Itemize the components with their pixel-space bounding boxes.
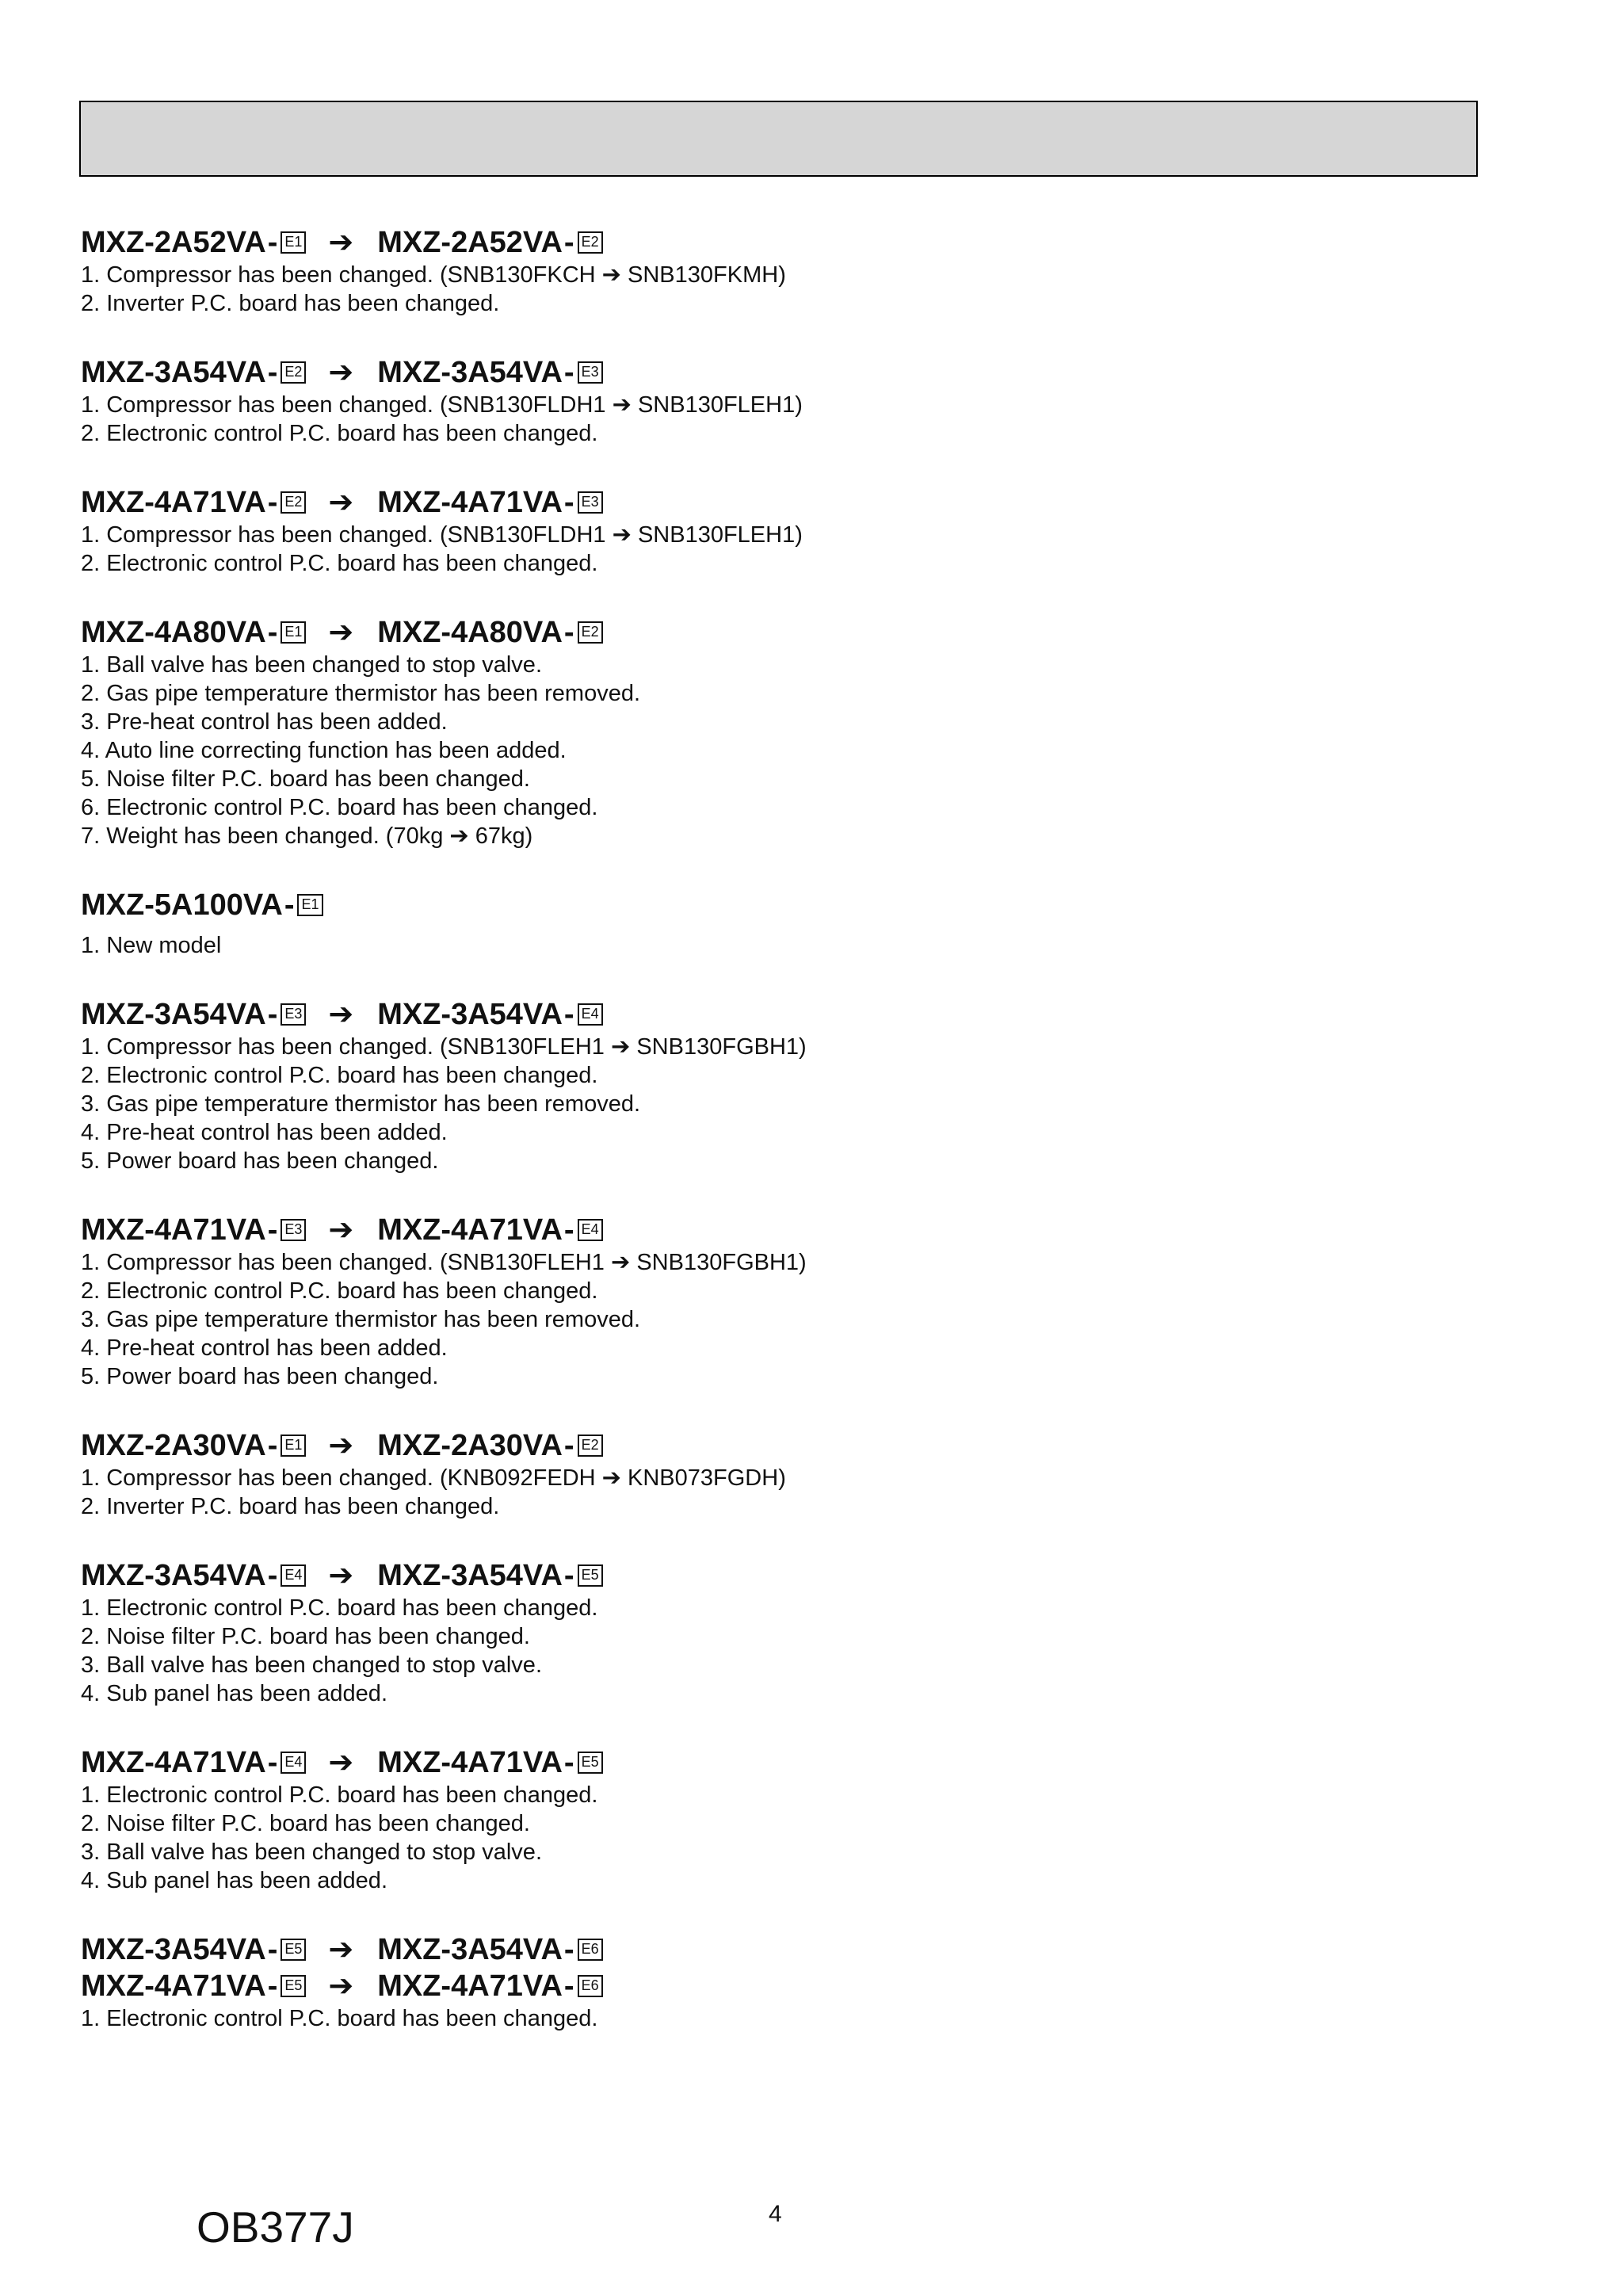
arrow-icon: ➔ [328, 1559, 354, 1592]
revision-section [81, 1212, 1475, 1391]
revision-title [81, 1212, 1475, 1248]
version-badge: E3 [281, 1003, 306, 1026]
to-model: MXZ-4A71VA [377, 486, 563, 519]
change-item: 1. New model [81, 933, 222, 958]
version-badge: E6 [578, 1939, 603, 1961]
dash-separator: - [563, 616, 574, 649]
dash-separator: - [267, 486, 278, 519]
revision-title [81, 614, 1475, 651]
change-item: 1. Compressor has been changed. (KNB092FEDH ➔ KNB073FGDH) [81, 1465, 786, 1491]
version-badge: E3 [578, 491, 603, 514]
dash-separator: - [563, 226, 574, 259]
change-item: 2. Electronic control P.C. board has been changed. [81, 1278, 598, 1304]
dash-separator: - [563, 998, 574, 1031]
version-badge: E3 [281, 1219, 306, 1241]
version-badge: E2 [281, 491, 306, 514]
arrow-icon: ➔ [328, 1933, 354, 1966]
change-item: 4. Pre-heat control has been added. [81, 1335, 448, 1361]
from-model: MXZ-3A54VA [81, 998, 266, 1031]
to-model: MXZ-4A80VA [377, 616, 563, 649]
change-item: 1. Ball valve has been changed to stop valve. [81, 652, 542, 678]
revision-section [81, 996, 1475, 1175]
from-model: MXZ-2A30VA [81, 1429, 266, 1462]
dash-separator: - [563, 1969, 574, 2003]
version-badge: E2 [578, 1435, 603, 1457]
version-badge: E4 [578, 1219, 603, 1241]
change-item: 1. Compressor has been changed. (SNB130FLDH1 ➔ SNB130FLEH1) [81, 522, 803, 548]
version-badge: E4 [578, 1003, 603, 1026]
dash-separator: - [563, 1213, 574, 1247]
dash-separator: - [267, 616, 278, 649]
to-model: MXZ-3A54VA [377, 1933, 563, 1966]
change-item: 2. Electronic control P.C. board has been changed. [81, 421, 598, 446]
change-item: 3. Gas pipe temperature thermistor has been removed. [81, 1091, 641, 1117]
to-model: MXZ-3A54VA [377, 998, 563, 1031]
from-model: MXZ-4A71VA [81, 1969, 266, 2003]
version-badge: E1 [297, 894, 322, 916]
revision-section [81, 1744, 1475, 1895]
to-model: MXZ-4A71VA [377, 1969, 563, 2003]
revision-section [81, 484, 1475, 578]
change-item: 1. Compressor has been changed. (SNB130FLDH1 ➔ SNB130FLEH1) [81, 392, 803, 418]
change-item: 5. Power board has been changed. [81, 1364, 439, 1389]
change-item: 7. Weight has been changed. (70kg ➔ 67kg) [81, 823, 533, 849]
change-item: 2. Inverter P.C. board has been changed. [81, 1494, 500, 1519]
change-item: 3. Pre-heat control has been added. [81, 709, 448, 735]
to-model: MXZ-4A71VA [377, 1746, 563, 1779]
change-item: 6. Electronic control P.C. board has been changed. [81, 795, 598, 820]
from-model: MXZ-3A54VA [81, 356, 266, 389]
change-item: 2. Electronic control P.C. board has been changed. [81, 1063, 598, 1088]
change-item: 2. Inverter P.C. board has been changed. [81, 291, 500, 316]
document-code: OB377J [197, 2202, 354, 2252]
change-item: 1. Compressor has been changed. (SNB130FLEH1 ➔ SNB130FGBH1) [81, 1250, 807, 1275]
dash-separator: - [563, 1559, 574, 1592]
dash-separator: - [563, 1746, 574, 1779]
revision-title [81, 887, 1475, 923]
arrow-icon: ➔ [328, 1969, 354, 2003]
to-model: MXZ-2A30VA [377, 1429, 563, 1462]
dash-separator: - [267, 356, 278, 389]
header-bar [79, 101, 1478, 177]
revision-section [81, 887, 1475, 960]
change-item: 4. Sub panel has been added. [81, 1868, 387, 1893]
from-model: MXZ-4A80VA [81, 616, 266, 649]
revision-title [81, 996, 1475, 1033]
version-badge: E6 [578, 1975, 603, 1997]
revision-title [81, 354, 1475, 391]
arrow-icon: ➔ [328, 226, 354, 259]
dash-separator: - [267, 1213, 278, 1247]
change-item: 3. Ball valve has been changed to stop valve. [81, 1839, 542, 1865]
arrow-icon: ➔ [328, 1429, 354, 1462]
revision-title [81, 1744, 1475, 1781]
version-badge: E4 [281, 1752, 306, 1774]
from-model: MXZ-4A71VA [81, 1746, 266, 1779]
from-model: MXZ-5A100VA [81, 888, 283, 922]
revision-section [81, 1931, 1475, 2033]
arrow-icon: ➔ [328, 616, 354, 649]
revision-title [81, 484, 1475, 521]
change-item: 1. Electronic control P.C. board has been changed. [81, 1782, 598, 1808]
version-badge: E2 [578, 621, 603, 644]
version-badge: E2 [578, 231, 603, 254]
change-item: 1. Compressor has been changed. (SNB130FLEH1 ➔ SNB130FGBH1) [81, 1034, 807, 1060]
from-model: MXZ-3A54VA [81, 1559, 266, 1592]
dash-separator: - [267, 1746, 278, 1779]
dash-separator: - [563, 1429, 574, 1462]
from-model: MXZ-2A52VA [81, 226, 266, 259]
change-item: 2. Noise filter P.C. board has been changed. [81, 1624, 530, 1649]
change-item: 4. Sub panel has been added. [81, 1681, 387, 1706]
page-number: 4 [769, 2201, 782, 2227]
to-model: MXZ-2A52VA [377, 226, 563, 259]
revision-list [81, 224, 1475, 2069]
version-badge: E2 [281, 361, 306, 384]
arrow-icon: ➔ [328, 1213, 354, 1247]
change-item: 5. Noise filter P.C. board has been changed. [81, 766, 530, 792]
change-item: 2. Electronic control P.C. board has been changed. [81, 551, 598, 576]
dash-separator: - [267, 1429, 278, 1462]
from-model: MXZ-3A54VA [81, 1933, 266, 1966]
dash-separator: - [267, 1559, 278, 1592]
dash-separator: - [267, 226, 278, 259]
arrow-icon: ➔ [328, 356, 354, 389]
version-badge: E5 [281, 1975, 306, 1997]
arrow-icon: ➔ [328, 486, 354, 519]
version-badge: E5 [281, 1939, 306, 1961]
revision-title [81, 1931, 1475, 1968]
dash-separator: - [267, 1969, 278, 2003]
revision-section [81, 354, 1475, 448]
change-item: 1. Electronic control P.C. board has been changed. [81, 1595, 598, 1621]
change-item: 4. Pre-heat control has been added. [81, 1120, 448, 1145]
revision-section [81, 614, 1475, 850]
revision-section [81, 1427, 1475, 1521]
to-model: MXZ-4A71VA [377, 1213, 563, 1247]
dash-separator: - [563, 1933, 574, 1966]
dash-separator: - [563, 486, 574, 519]
revision-title [81, 1968, 1475, 2004]
change-item: 2. Noise filter P.C. board has been changed. [81, 1811, 530, 1836]
dash-separator: - [563, 356, 574, 389]
change-item: 4. Auto line correcting function has been added. [81, 738, 567, 763]
from-model: MXZ-4A71VA [81, 486, 266, 519]
change-item: 1. Compressor has been changed. (SNB130FKCH ➔ SNB130FKMH) [81, 262, 786, 288]
version-badge: E1 [281, 1435, 306, 1457]
to-model: MXZ-3A54VA [377, 356, 563, 389]
change-item: 3. Gas pipe temperature thermistor has been removed. [81, 1307, 641, 1332]
version-badge: E5 [578, 1564, 603, 1587]
change-item: 5. Power board has been changed. [81, 1148, 439, 1174]
revision-title [81, 1557, 1475, 1594]
dash-separator: - [267, 1933, 278, 1966]
dash-separator: - [284, 888, 295, 922]
change-item: 2. Gas pipe temperature thermistor has been removed. [81, 681, 641, 706]
version-badge: E1 [281, 231, 306, 254]
change-item: 1. Electronic control P.C. board has been changed. [81, 2006, 598, 2031]
revision-title [81, 1427, 1475, 1464]
change-item: 3. Ball valve has been changed to stop valve. [81, 1652, 542, 1678]
from-model: MXZ-4A71VA [81, 1213, 266, 1247]
revision-section [81, 1557, 1475, 1708]
version-badge: E5 [578, 1752, 603, 1774]
version-badge: E3 [578, 361, 603, 384]
to-model: MXZ-3A54VA [377, 1559, 563, 1592]
revision-section [81, 224, 1475, 318]
arrow-icon: ➔ [328, 1746, 354, 1779]
version-badge: E1 [281, 621, 306, 644]
dash-separator: - [267, 998, 278, 1031]
revision-title [81, 224, 1475, 261]
arrow-icon: ➔ [328, 998, 354, 1031]
version-badge: E4 [281, 1564, 306, 1587]
